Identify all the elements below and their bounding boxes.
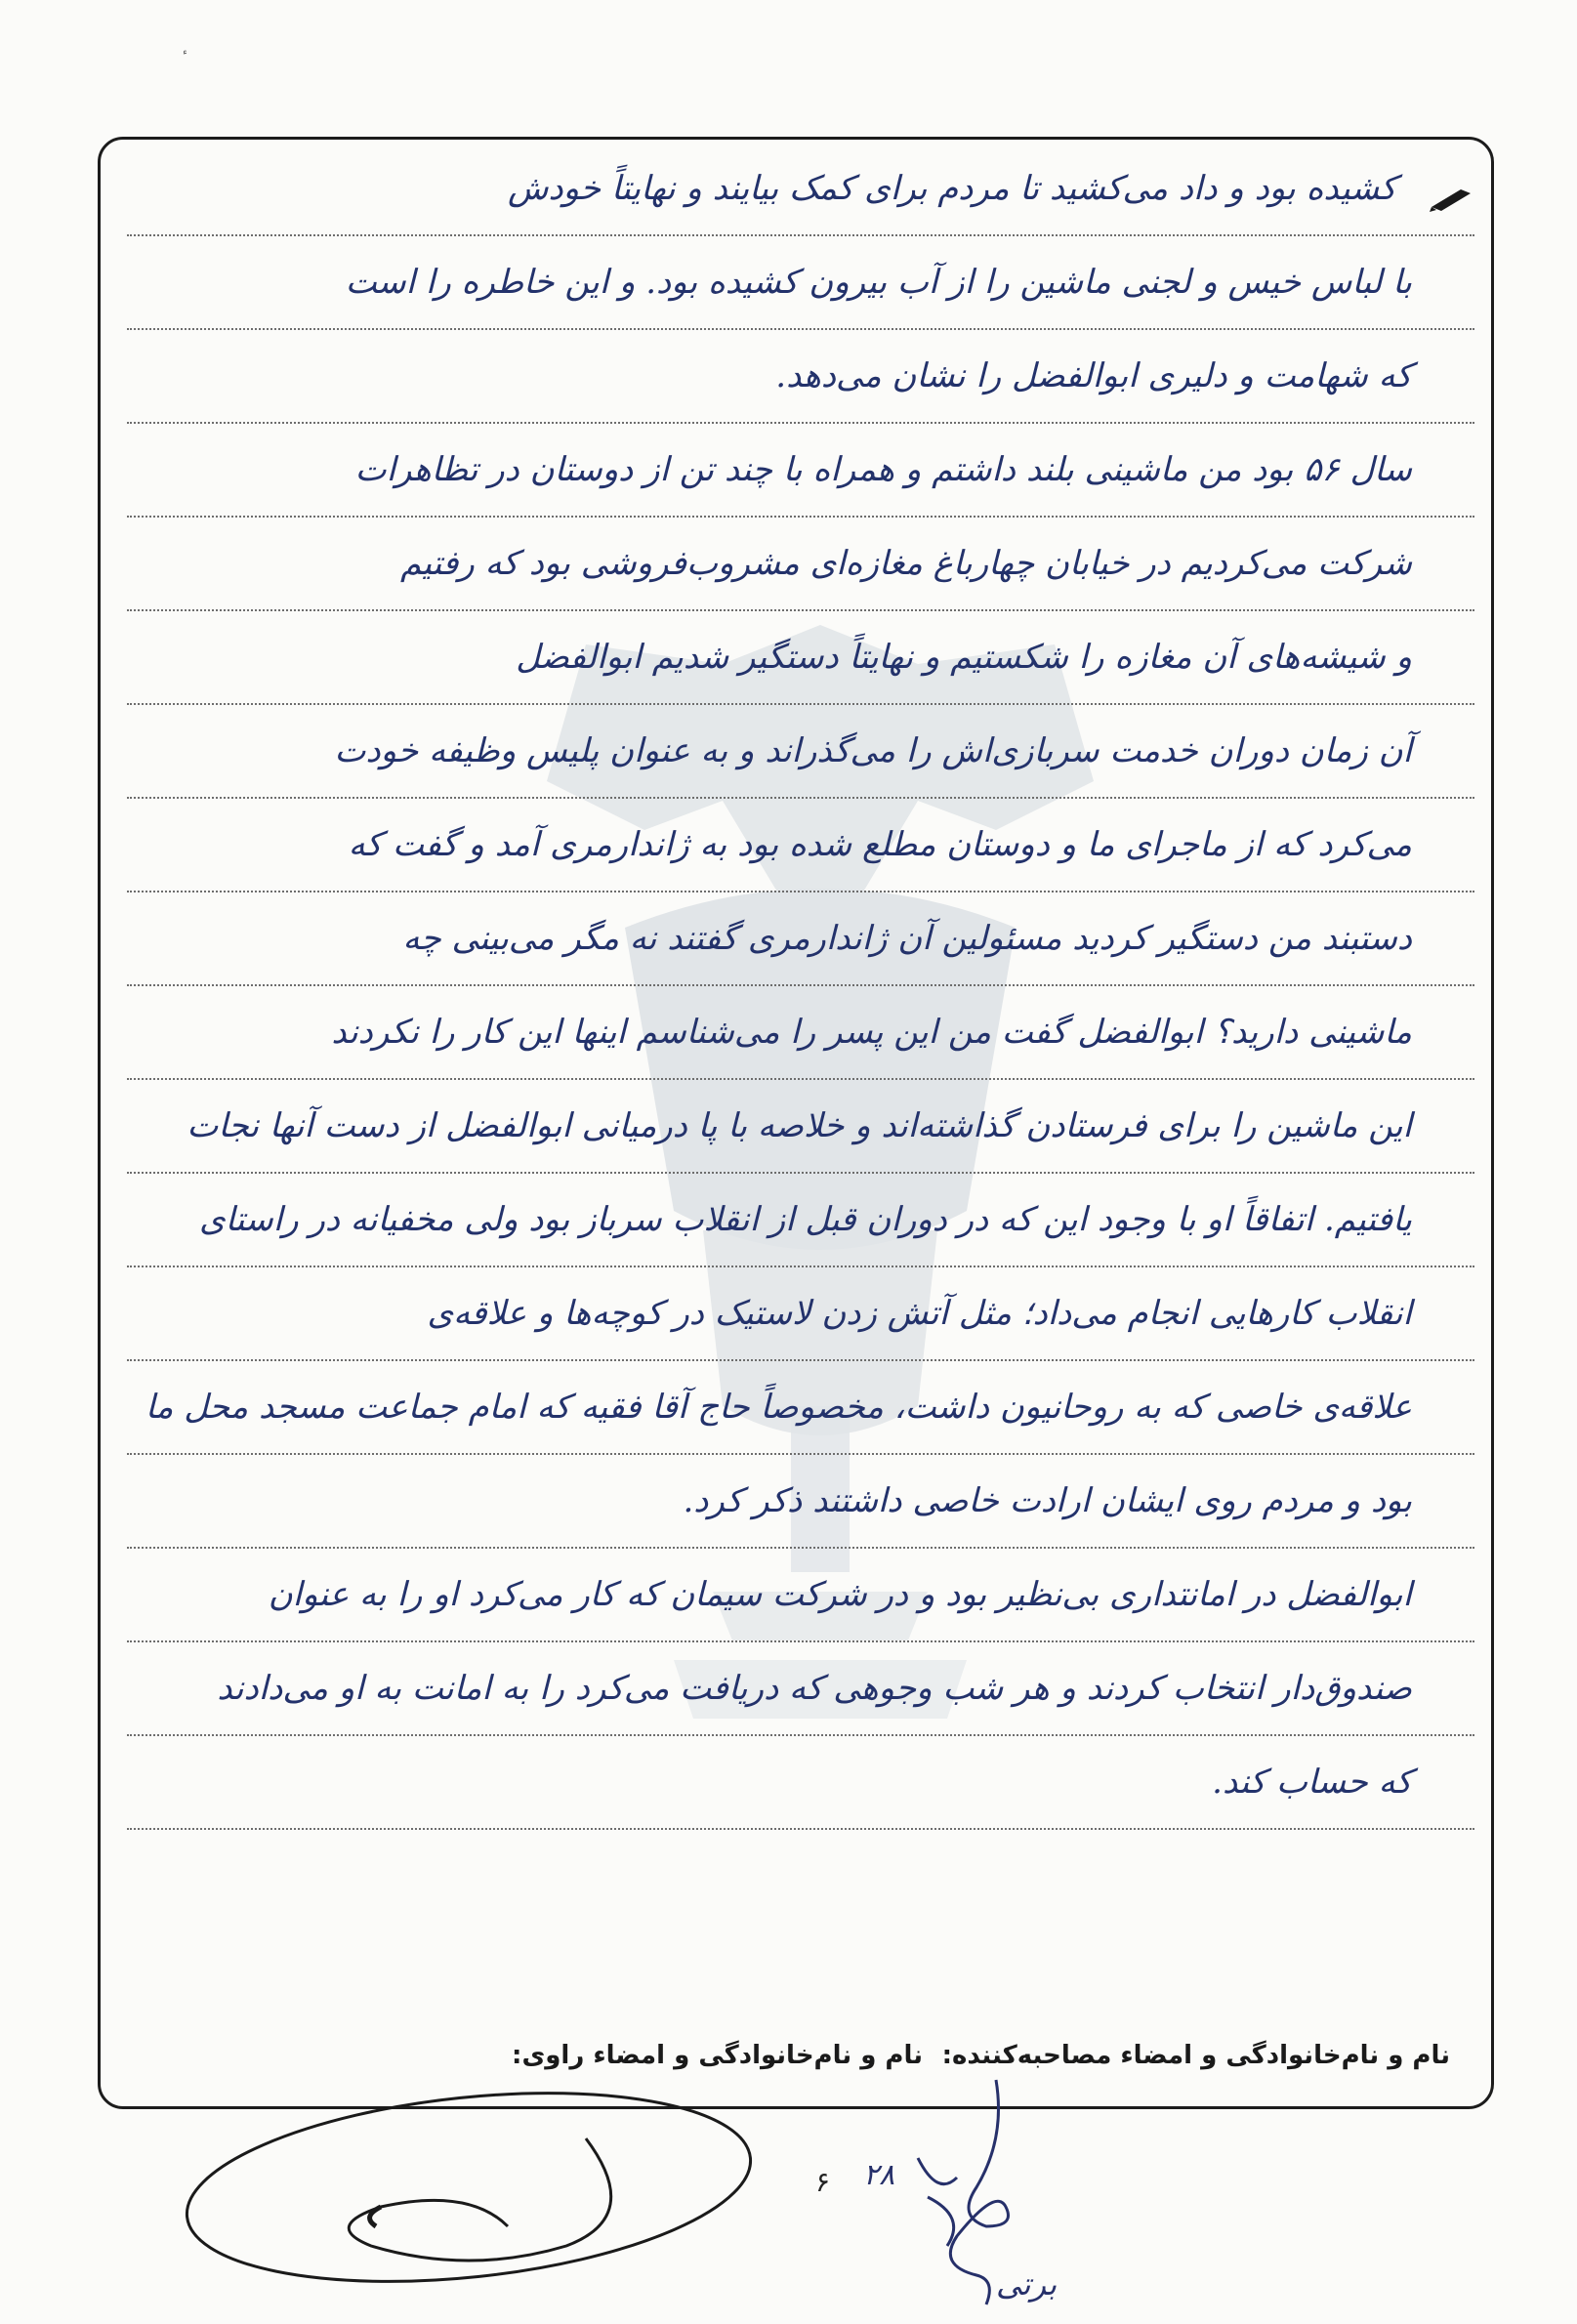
interviewer-signature-name: برتی <box>996 2265 1058 2303</box>
narrator-signature <box>176 2080 771 2314</box>
transcript-line: می‌کرد که از ماجرای ما و دوستان مطلع شده بود به ژاندارمری آمد و گفت که <box>127 803 1474 892</box>
transcript-line: صندوق‌دار انتخاب کردند و هر شب وجوهی که دریافت می‌کرد را به امانت به او می‌دادند <box>127 1646 1474 1736</box>
transcript-line: آن زمان دوران خدمت سربازی‌اش را می‌گذراند و به عنوان پلیس وظیفه خودت <box>127 709 1474 799</box>
transcript-line: ماشینی دارید؟ ابوالفضل گفت من این پسر را می‌شناسم اینها این کار را نکردند <box>127 990 1474 1080</box>
interviewer-signature-label: نام و نام‌خانوادگی و امضاء مصاحبه‌کننده: <box>941 2041 1450 2070</box>
transcript-line: انقلاب کارهایی انجام می‌داد؛ مثل آتش زدن لاستیک در کوچه‌ها و علاقه‌ی <box>127 1271 1474 1361</box>
transcript-line: که حساب کند. <box>127 1740 1474 1830</box>
narrator-signature-label: نام و نام‌خانوادگی و امضاء راوی: <box>512 2041 923 2070</box>
transcript-line: علاقه‌ی خاصی که به روحانیون داشت، مخصوصاً حاج آقا فقیه که امام جماعت مسجد محل ما <box>127 1365 1474 1455</box>
date-mark: ۲۸ <box>863 2158 895 2192</box>
transcript-line: با لباس خیس و لجنی ماشین را از آب بیرون کشیده بود. و این خاطره را است <box>127 240 1474 330</box>
transcript-line: شرکت می‌کردیم در خیابان چهارباغ مغازه‌ای مشروب‌فروشی بود که رفتیم <box>127 521 1474 611</box>
transcript-lines <box>127 146 1474 1982</box>
transcript-line: ابوالفضل در امانتداری بی‌نظیر بود و در شرکت سیمان که کار می‌کرد او را به عنوان <box>127 1553 1474 1642</box>
transcript-line: و شیشه‌های آن مغازه را شکستیم و نهایتاً دستگیر شدیم ابوالفضل <box>127 615 1474 705</box>
transcript-line: سال ۵۶ بود من ماشینی بلند داشتم و همراه با چند تن از دوستان در تظاهرات <box>127 428 1474 518</box>
interviewer-signature <box>859 2070 1113 2324</box>
transcript-line: دستبند من دستگیر کردید مسئولین آن ژاندارمری گفتند نه مگر می‌بینی چه <box>127 896 1474 986</box>
transcript-line: این ماشین را برای فرستادن گذاشته‌اند و خلاصه با پا درمیانی ابوالفضل از دست آنها نجات <box>127 1084 1474 1174</box>
page-number: ۶ <box>815 2166 831 2198</box>
signature-labels <box>127 2041 1450 2080</box>
transcript-line: که شهامت و دلیری ابوالفضل را نشان می‌دهد. <box>127 334 1474 424</box>
transcript-line: بود و مردم روی ایشان ارادت خاصی داشتند ذکر کرد. <box>127 1459 1474 1549</box>
transcript-line: کشیده بود و داد می‌کشید تا مردم برای کمک بیایند و نهایتاً خودش <box>127 146 1474 236</box>
transcript-line: یافتیم. اتفاقاً او با وجود این که در دوران قبل از انقلاب سرباز بود ولی مخفیانه در راستای <box>127 1178 1474 1267</box>
